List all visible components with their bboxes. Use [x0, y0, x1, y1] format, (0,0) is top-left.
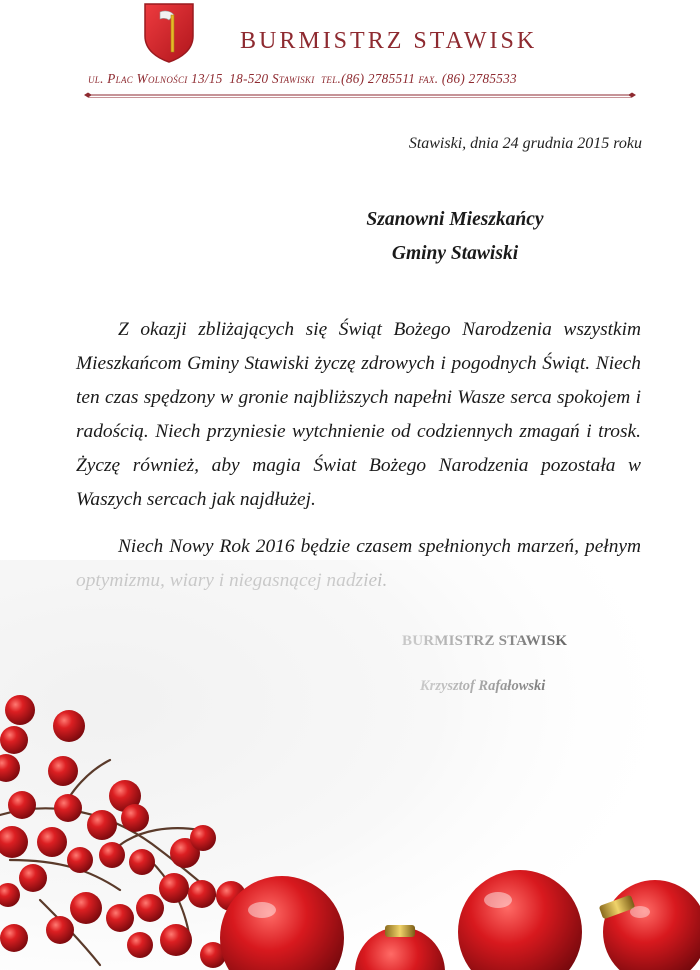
christmas-decoration — [0, 560, 700, 970]
organization-title: BURMISTRZ STAWISK — [240, 28, 538, 54]
address-city: 18-520 Stawiski — [229, 71, 315, 86]
coat-of-arms-icon — [143, 2, 195, 64]
address-phone: tel.(86) 2785511 — [321, 71, 416, 86]
letter-date: Stawiski, dnia 24 grudnia 2015 roku — [408, 135, 642, 152]
letterhead-divider — [84, 91, 636, 99]
salutation-line-2: Gminy Stawiski — [391, 243, 519, 264]
letter-paragraph-2: Niech Nowy Rok 2016 będzie czasem spełnionych marzeń, pełnym — [118, 536, 641, 557]
address-fax: fax. (86) 2785533 — [418, 71, 517, 86]
address-street: ul. Plac Wolności 13/15 — [88, 71, 223, 86]
letterhead-address — [88, 71, 648, 87]
salutation-line-1: Szanowni Mieszkańcy — [366, 209, 544, 230]
letter-paragraph-1: Z okazji zbliżających się Świąt Bożego Narodzenia wszystkim Mieszkańcom Gminy Stawiski życzę zdrowych i pogodnych Świąt. Niech ten czas spędzony w gronie najbliższych napełni Wasze serca spokojem i radością. Niech przyniesie wytchnienie od codziennych zmagań i trosk. Życzę również, aby magia Świat Bożego Narodzenia pozostała w Waszych sercach jak najdłużej. — [76, 319, 641, 510]
